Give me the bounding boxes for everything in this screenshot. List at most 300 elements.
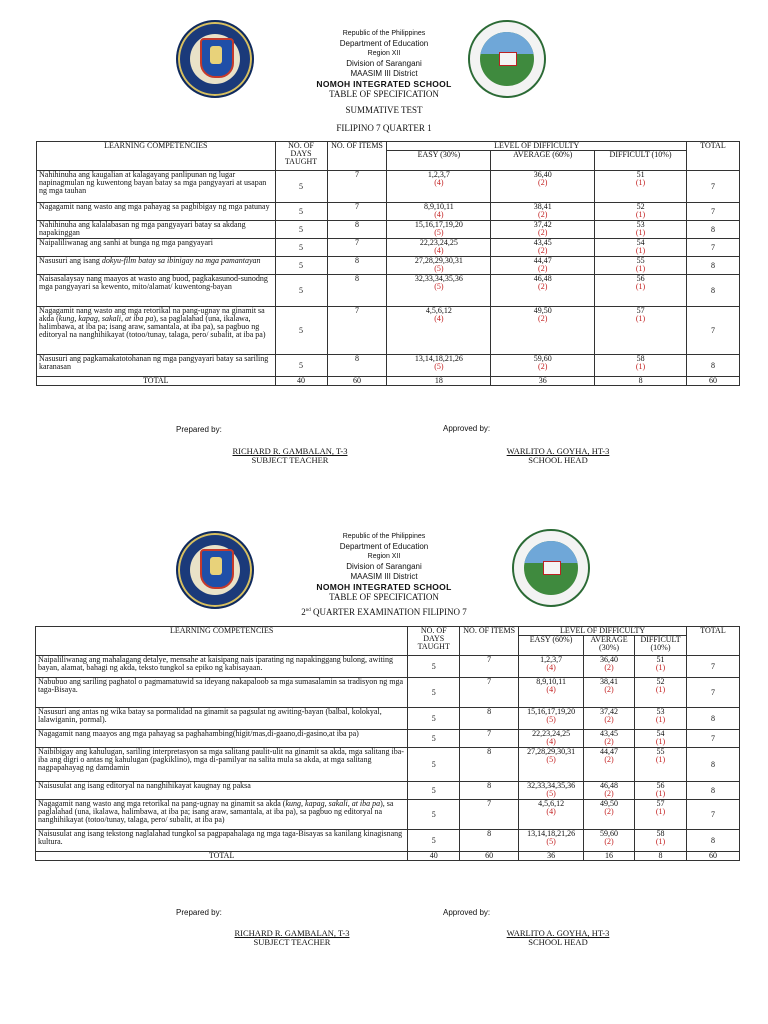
table-row [37,203,740,221]
easy-cell [387,307,491,355]
table-row [37,171,740,203]
approver-name: WARLITO A. GOYHA, HT-3 [506,928,610,938]
region-label: Region XII [367,50,401,57]
average-cell [491,257,595,275]
items-cell: 8 [460,708,519,730]
easy-cell-count: (5) [546,715,556,724]
average-cell-count: (2) [604,837,614,846]
average-cell-count: (2) [604,715,614,724]
items-cell: 7 [327,171,387,203]
average-cell-count: (2) [604,755,614,764]
easy-cell [519,678,584,708]
average-cell [584,678,635,708]
competency-text: Nasusuri ang isang [39,256,102,265]
difficult-cell-count: (1) [635,282,646,291]
tos-sheet-2 [0,503,768,947]
easy-cell [519,708,584,730]
total-cell: 7 [687,171,740,203]
average-cell-items: 37,42 [533,220,552,229]
easy-cell-count: (5) [546,837,556,846]
average-cell [491,355,595,377]
average-cell-items: 37,42 [600,707,619,716]
table-row [37,275,740,307]
competency-text: kung, kapag, sakali, at iba pa [58,314,154,323]
competency-cell: Naibibigay ang kahulugan, sariling interpretasyon sa mga salitang paulit-ulit na ginamit sa akda, mga salitang iba-iba ang digri o antas ng kahulugan (pagkiklino), mga di-pamilyar na salita mula sa akda, at mga salitang nagpapahayag ng damdamin [36,748,408,782]
average-cell-items: 44,47 [533,256,552,265]
difficult-cell-count: (1) [635,246,646,255]
total-easy: 18 [387,377,491,386]
total-average: 16 [584,852,635,861]
competency-text: dokyu-film batay sa ibinigay na mga pamantayan [101,256,261,265]
competency-cell: Nahihinuha ang kalalabasan ng mga pangyayari batay sa akdang napakinggan [37,221,276,239]
difficult-cell [635,748,687,782]
competency-cell: Nahihinuha ang kaugalian at kalagayang panlipunan ng lugar napinagmulan ng kuwentong bayan batay sa mga pangyayari at usapan ng mga tauhan [37,171,276,203]
tos-table-1 [36,141,740,386]
department-label: Department of Education [339,39,429,48]
average-cell [584,830,635,852]
difficult-cell [595,239,687,257]
easy-cell-count: (5) [434,228,444,237]
department-label: Department of Education [339,542,429,551]
items-cell: 7 [327,239,387,257]
difficult-cell-count: (1) [635,314,646,323]
days-cell: 5 [275,355,327,377]
col-difficult: DIFFICULT (10%) [635,636,687,656]
average-cell [584,782,635,800]
average-cell-items: 43,45 [600,729,619,738]
average-cell-count: (2) [604,663,614,672]
difficult-cell-items: 58 [636,354,645,363]
easy-cell-items: 27,28,29,30,31 [414,256,463,265]
days-cell: 5 [408,708,460,730]
total-difficult: 8 [595,377,687,386]
average-cell [584,800,635,830]
difficult-cell [595,275,687,307]
preparer-role: SUBJECT TEACHER [253,937,331,947]
average-cell-items: 38,41 [533,202,552,211]
easy-cell-count: (4) [546,685,556,694]
preparer-block [212,929,372,947]
items-cell: 7 [327,203,387,221]
easy-cell [519,656,584,678]
exam-title: 2nd QUARTER EXAMINATION FILIPINO 7 [301,607,467,617]
days-cell: 5 [275,171,327,203]
competency-cell: Nagagamit nang wasto ang mga pahayag sa pagbibigay ng mga patunay [37,203,276,221]
total-cell: 8 [687,257,740,275]
document-header [0,503,768,623]
average-cell [584,708,635,730]
competency-cell [37,307,276,355]
competency-cell: Naipaliliwanag ang sanhi at bunga ng mga pangyayari [37,239,276,257]
days-cell: 5 [408,830,460,852]
items-cell: 7 [460,678,519,708]
difficult-cell-items: 53 [656,707,665,716]
days-cell: 5 [275,203,327,221]
easy-cell-count: (4) [546,737,556,746]
difficult-cell-count: (1) [655,789,666,798]
preparer-block [210,447,370,465]
col-days: NO. OF DAYS TAUGHT [408,627,460,656]
table-row [36,708,740,730]
easy-cell-items: 8,9,10,11 [424,202,454,211]
difficult-cell-count: (1) [655,837,666,846]
approver-block [478,447,638,465]
totals-row [37,377,740,386]
easy-cell-count: (4) [546,807,556,816]
easy-cell-items: 8,9,10,11 [536,677,566,686]
items-cell: 8 [327,275,387,307]
average-cell-items: 59,60 [533,354,552,363]
average-cell-count: (2) [604,685,614,694]
total-cell: 7 [687,730,740,748]
days-cell: 5 [408,782,460,800]
days-cell: 5 [275,307,327,355]
average-cell-count: (2) [538,178,548,187]
easy-cell-items: 4,5,6,12 [538,799,565,808]
approver-role: SCHOOL HEAD [528,455,588,465]
competency-text: kung, kapag, sakali, at iba pa [285,799,381,808]
average-cell [584,656,635,678]
total-label: TOTAL [37,377,276,386]
difficult-cell-items: 52 [636,202,645,211]
table-row [37,355,740,377]
competency-text: ), sa paglalahad (una, ikalawa, halimbawa, at iba pa; isang araw, samantala, at iba pa), sa pagbuo ng editoryal na nanghihikayat (totoo/tunay, talaga, pero/ subalit, at iba pa) [39,314,266,339]
difficult-cell-count: (1) [655,755,666,764]
difficult-cell [635,730,687,748]
difficult-cell-items: 54 [656,729,665,738]
total-cell: 7 [687,203,740,221]
easy-cell-count: (4) [546,663,556,672]
tos-heading: TABLE OF SPECIFICATION [329,89,439,99]
days-cell: 5 [275,239,327,257]
difficult-cell-count: (1) [635,264,646,273]
easy-cell-items: 4,5,6,12 [425,306,452,315]
easy-cell-count: (5) [546,755,556,764]
col-easy: EASY (30%) [387,151,491,171]
difficult-cell [595,221,687,239]
col-average: AVERAGE (60%) [491,151,595,171]
division-label: Division of Sarangani [346,562,422,571]
easy-cell-count: (5) [434,264,444,273]
easy-cell [519,830,584,852]
prepared-by-label: Prepared by: [176,908,222,917]
easy-cell-count: (4) [434,314,444,323]
average-cell-count: (2) [538,314,548,323]
items-cell: 7 [327,307,387,355]
easy-cell-items: 13,14,18,21,26 [414,354,463,363]
col-items: NO. OF ITEMS [327,142,387,171]
easy-cell-count: (5) [434,282,444,291]
average-cell-count: (2) [538,282,548,291]
easy-cell [387,355,491,377]
items-cell: 8 [327,221,387,239]
difficult-cell-count: (1) [655,737,666,746]
total-days: 40 [408,852,460,861]
competency-text: Nagagamit nang wasto ang mga retorikal na pang-ugnay na ginamit sa akda ( [39,306,265,323]
easy-cell-items: 27,28,29,30,31 [527,747,576,756]
approver-role: SCHOOL HEAD [528,937,588,947]
average-cell [491,203,595,221]
competency-cell: Nasusuri ang pagkamakatotohanan ng mga pangyayari batay sa sariling karanasan [37,355,276,377]
difficult-cell-items: 55 [636,256,645,265]
competency-cell: Naisusulat ang isang editoryal na nanghihikayat kaugnay ng paksa [36,782,408,800]
average-cell [491,275,595,307]
difficult-cell-items: 57 [636,306,645,315]
difficult-cell-items: 51 [636,170,645,179]
easy-cell-items: 22,23,24,25 [419,238,458,247]
easy-cell-items: 15,16,17,19,20 [414,220,463,229]
difficult-cell-count: (1) [655,663,666,672]
totals-row [36,852,740,861]
items-cell: 7 [460,656,519,678]
easy-cell-items: 15,16,17,19,20 [527,707,576,716]
difficult-cell-count: (1) [635,362,646,371]
competency-cell: Naisusulat ang isang tekstong naglalahad tungkol sa pagpapahalaga ng mga taga-Bisayas sa kanilang kinagisnang kultura. [36,830,408,852]
easy-cell-items: 1,2,3,7 [427,170,450,179]
col-competencies: LEARNING COMPETENCIES [37,142,276,171]
easy-cell [387,275,491,307]
total-cell: 8 [687,748,740,782]
document-header [0,0,768,120]
test-title: SUMMATIVE TEST [345,105,423,115]
col-difficult: DIFFICULT (10%) [595,151,687,171]
difficult-cell-count: (1) [655,715,666,724]
competency-cell: Naisasalaysay nang maayos at wasto ang buod, pagkakasunod-sunodng mga pangyayari sa kewento, mito/alamat/ kuwentong-bayan [37,275,276,307]
easy-cell-items: 13,14,18,21,26 [527,829,576,838]
difficult-cell-count: (1) [655,685,666,694]
total-label: TOTAL [36,852,408,861]
total-cell: 8 [687,830,740,852]
easy-cell-count: (5) [546,789,556,798]
table-row [36,800,740,830]
items-cell: 8 [327,355,387,377]
easy-cell-count: (4) [434,210,444,219]
difficult-cell-items: 58 [656,829,665,838]
easy-cell-items: 22,23,24,25 [532,729,571,738]
competency-text: Nagagamit nang wasto ang mga retorikal na pang-ugnay na ginamit sa akda ( [38,799,286,808]
difficult-cell [595,257,687,275]
average-cell-count: (2) [538,210,548,219]
preparer-role: SUBJECT TEACHER [251,455,329,465]
difficult-cell [595,355,687,377]
difficult-cell [635,678,687,708]
easy-cell-items: 32,33,34,35,36 [414,274,463,283]
average-cell [584,730,635,748]
difficult-cell-count: (1) [655,807,666,816]
grand-total: 60 [687,852,740,861]
competency-cell: Naipaliliwanag ang mahalagang detalye, mensahe at kaisipang nais iparating ng napakinggang bulong, awiting bayan, alamat, bahagi ng akda, teksto tungkol sa epiko ng kabisayaan. [36,656,408,678]
difficult-cell-items: 51 [656,655,665,664]
easy-cell [387,221,491,239]
col-easy: EASY (60%) [519,636,584,656]
competency-cell [37,257,276,275]
total-cell: 8 [687,275,740,307]
items-cell: 8 [460,782,519,800]
days-cell: 5 [408,748,460,782]
col-competencies: LEARNING COMPETENCIES [36,627,408,656]
difficult-cell-items: 55 [656,747,665,756]
total-cell: 8 [687,355,740,377]
average-cell [491,307,595,355]
difficult-cell-items: 54 [636,238,645,247]
difficult-cell [635,656,687,678]
average-cell-count: (2) [604,737,614,746]
items-cell: 8 [460,748,519,782]
col-total: TOTAL [687,627,740,656]
difficult-cell [595,171,687,203]
difficult-cell-count: (1) [635,228,646,237]
days-cell: 5 [408,800,460,830]
tos-sheet-1 [0,0,768,465]
difficult-cell [635,800,687,830]
difficult-cell-items: 57 [656,799,665,808]
table-row [36,656,740,678]
difficult-cell-count: (1) [635,178,646,187]
easy-cell [387,171,491,203]
easy-cell-items: 1,2,3,7 [540,655,563,664]
easy-cell [387,257,491,275]
total-cell: 8 [687,708,740,730]
average-cell [491,171,595,203]
district-label: MAASIM III District [350,69,418,78]
division-label: Division of Sarangani [346,59,422,68]
average-cell-items: 44,47 [600,747,619,756]
prepared-by-label: Prepared by: [176,425,222,434]
region-label: Region XII [367,553,401,560]
school-name: NOMOH INTEGRATED SCHOOL [316,582,452,592]
average-cell-count: (2) [538,228,548,237]
average-cell-items: 59,60 [600,829,619,838]
total-average: 36 [491,377,595,386]
competency-cell [36,800,408,830]
average-cell-items: 36,40 [533,170,552,179]
republic-label: Republic of the Philippines [342,533,426,540]
average-cell-count: (2) [538,362,548,371]
items-cell: 7 [460,730,519,748]
difficult-cell [635,830,687,852]
average-cell-count: (2) [538,264,548,273]
col-average: AVERAGE (30%) [584,636,635,656]
average-cell [491,221,595,239]
district-label: MAASIM III District [350,572,418,581]
total-cell: 7 [687,800,740,830]
table-row [36,830,740,852]
approved-by-label: Approved by: [443,424,491,433]
table-row [37,239,740,257]
easy-cell-items: 32,33,34,35,36 [527,781,576,790]
total-items: 60 [460,852,519,861]
table-row [36,730,740,748]
preparer-name: RICHARD R. GAMBALAN, T-3 [232,446,348,456]
items-cell: 8 [327,257,387,275]
difficult-cell-items: 56 [656,781,665,790]
table-row [36,782,740,800]
total-cell: 8 [687,221,740,239]
easy-cell [519,782,584,800]
total-cell: 7 [687,656,740,678]
easy-cell [519,748,584,782]
average-cell [584,748,635,782]
total-cell: 7 [687,307,740,355]
average-cell-items: 46,48 [600,781,619,790]
col-items: NO. OF ITEMS [460,627,519,656]
difficult-cell-items: 53 [636,220,645,229]
average-cell-items: 49,50 [533,306,552,315]
average-cell-count: (2) [538,246,548,255]
table-row [37,257,740,275]
table-row [37,221,740,239]
difficult-cell-items: 56 [636,274,645,283]
items-cell: 7 [460,800,519,830]
col-days: NO. OF DAYS TAUGHT [275,142,327,171]
approved-by-label: Approved by: [443,908,491,917]
days-cell: 5 [408,678,460,708]
table-row [37,307,740,355]
average-cell-items: 38,41 [600,677,619,686]
average-cell-count: (2) [604,789,614,798]
table-row [36,678,740,708]
preparer-name: RICHARD R. GAMBALAN, T-3 [234,928,350,938]
competency-cell: Nasusuri ang antas ng wika batay sa pormalidad na ginamit sa pagsulat ng awiting-bayan (balbal, kolokyal, lalawiganin, pormal). [36,708,408,730]
days-cell: 5 [275,221,327,239]
approver-block [478,929,638,947]
total-cell: 7 [687,239,740,257]
approver-name: WARLITO A. GOYHA, HT-3 [506,446,610,456]
difficult-cell [595,203,687,221]
average-cell-items: 49,50 [600,799,619,808]
total-difficult: 8 [635,852,687,861]
total-easy: 36 [519,852,584,861]
difficult-cell [635,782,687,800]
days-cell: 5 [408,656,460,678]
average-cell-items: 46,48 [533,274,552,283]
average-cell [491,239,595,257]
easy-cell [387,239,491,257]
school-name: NOMOH INTEGRATED SCHOOL [316,79,452,89]
competency-text: ), sa paglalahad (una, ikalawa, halimbawa, at iba pa; isang araw, samantala, at iba pa), sa pagbuo ng editoryal na nanghihikayat (totoo/tunay, talaga, pero/ subalit, at iba pa) [38,799,394,824]
easy-cell-count: (4) [434,246,444,255]
difficult-cell [635,708,687,730]
total-days: 40 [275,377,327,386]
total-cell: 7 [687,678,740,708]
tos-heading: TABLE OF SPECIFICATION [329,592,439,602]
days-cell: 5 [275,257,327,275]
average-cell-count: (2) [604,807,614,816]
total-items: 60 [327,377,387,386]
col-level: LEVEL OF DIFFICULTY [519,627,687,636]
table-row [36,748,740,782]
test-subtitle: FILIPINO 7 QUARTER 1 [336,123,432,133]
difficult-cell-count: (1) [635,210,646,219]
average-cell-items: 36,40 [600,655,619,664]
competency-cell: Nabubuo ang sariling paghatol o pagmamatuwid sa ideyang nakapaloob sa mga sumasalamin sa tradisyon ng mga taga-Bisaya. [36,678,408,708]
difficult-cell [595,307,687,355]
tos-table-2 [35,626,740,861]
total-cell: 8 [687,782,740,800]
republic-label: Republic of the Philippines [342,30,426,37]
items-cell: 8 [460,830,519,852]
easy-cell [519,730,584,748]
easy-cell [387,203,491,221]
easy-cell-count: (5) [434,362,444,371]
easy-cell-count: (4) [434,178,444,187]
days-cell: 5 [275,275,327,307]
grand-total: 60 [687,377,740,386]
col-total: TOTAL [687,142,740,171]
difficult-cell-items: 52 [656,677,665,686]
competency-cell: Nagagamit nang maayos ang mga pahayag sa paghahambing(higit/mas,di-gaano,di-gasino,at iba pa) [36,730,408,748]
col-level: LEVEL OF DIFFICULTY [387,142,687,151]
